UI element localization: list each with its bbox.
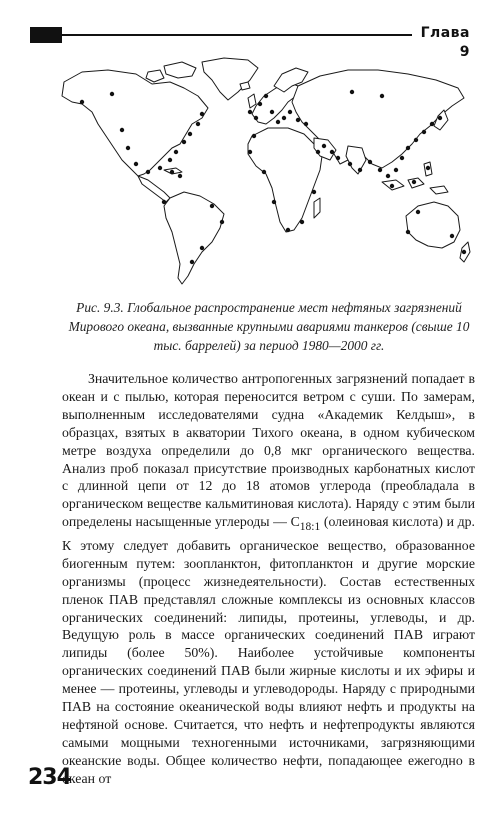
spill-marker [390, 184, 394, 188]
spill-marker [378, 168, 382, 172]
spill-marker [336, 156, 340, 160]
spill-marker [210, 204, 214, 208]
spill-marker [248, 110, 252, 114]
spill-marker [272, 200, 276, 204]
body-paragraph-part-1: Значительное количество антропогенных загрязнений попадает в океан и с пылью, которая переносится ветром с суши. По замерам, выполненным исследователями судна «Академик Келдыш», в образцах, взятых в акватории Тихого океана, в одном кубическом метре воздуха определили до 0,8 мкг органического вещества. Анализ проб показал присутствие производных карбонатных кислот с длинной цепи от 12 до 18 атомов углерода (преобладала в органическом веществе кальмитиновая кислота). Наряду с этим были определены насыщенные углероды — C [62, 371, 475, 530]
central-america-shape [138, 176, 170, 202]
figure-caption: Рис. 9.3. Глобальное распространение мест нефтяных загрязнений Мирового океана, вызванные крупными авариями танкеров (свыше 10 тыс. баррелей) за период 1980—2000 гг. [68, 300, 470, 353]
chapter-label: Глава 9 [420, 25, 470, 60]
formula-subscript: 18:1 [299, 521, 321, 533]
australia-shape [406, 202, 460, 248]
spill-marker [264, 94, 268, 98]
spill-marker [322, 144, 326, 148]
spill-marker [134, 162, 138, 166]
spill-marker [162, 200, 166, 204]
spill-marker [146, 170, 150, 174]
spill-marker [276, 120, 280, 124]
spill-marker [350, 90, 354, 94]
spill-marker [170, 170, 174, 174]
spill-marker [406, 230, 410, 234]
spill-marker [126, 146, 130, 150]
spill-marker [422, 130, 426, 134]
spill-marker [80, 100, 84, 104]
body-paragraph-part-2: (олеиновая кислота) и др. К этому следует добавить органическое вещество, образованное биогенным путем: зоопланктон, фитопланктон и другие морские организмы (процесс жизнедеятельности). Состав естественных пленок ПАВ представлял сложные комплексы из основных классов органических соединений: липиды, протеины, углеводы, и др. Ведущую роль в массе органических соединений ПАВ играют липиды (более 50%). Наиболее устойчивые компоненты органических соединений ПАВ были жирные кислоты и их эфиры и менее — протеины, углеводы и углеводороды. Наряду с природными ПАВ на состояние океанической воды влияют нефть и продукты на нефтяной основе. Считается, что нефть и нефтепродукты являются самыми мощными техногенными источниками, загрязняющими океанские воды. Общее количество нефти, попадающее ежегодно в океан от [62, 514, 475, 786]
page-number: 234 [28, 765, 71, 790]
spill-marker [358, 168, 362, 172]
world-map-figure [52, 52, 472, 290]
spill-marker [416, 210, 420, 214]
spill-marker [252, 134, 256, 138]
spill-marker [296, 118, 300, 122]
spill-marker [200, 246, 204, 250]
spill-marker [368, 160, 372, 164]
spill-marker [258, 102, 262, 106]
spill-marker [400, 156, 404, 160]
spill-marker [394, 168, 398, 172]
spill-marker [178, 174, 182, 178]
spill-marker [158, 166, 162, 170]
spill-marker [270, 110, 274, 114]
world-map-image [52, 52, 472, 290]
spill-marker [220, 220, 224, 224]
spill-marker [262, 170, 266, 174]
madagascar-shape [314, 198, 320, 218]
header-black-block [30, 27, 62, 43]
india-shape [346, 146, 366, 174]
header-rule [62, 34, 412, 36]
body-text [62, 370, 475, 788]
spill-marker [462, 250, 466, 254]
spill-marker [348, 162, 352, 166]
british-isles-shape [248, 94, 256, 108]
spill-marker [190, 260, 194, 264]
spill-marker [254, 116, 258, 120]
spill-marker [316, 150, 320, 154]
spill-marker [406, 146, 410, 150]
spill-marker [414, 138, 418, 142]
spill-marker [168, 158, 172, 162]
africa-shape [248, 128, 322, 232]
south-america-shape [164, 192, 224, 284]
spill-marker [450, 234, 454, 238]
spill-marker [282, 116, 286, 120]
spill-marker [386, 174, 390, 178]
spill-marker [304, 122, 308, 126]
spill-marker [182, 140, 186, 144]
spill-marker [120, 128, 124, 132]
greenland-shape [202, 58, 258, 100]
spill-marker [248, 150, 252, 154]
spill-marker [312, 190, 316, 194]
spill-marker [196, 122, 200, 126]
arctic-islands-shape [164, 62, 196, 78]
spill-marker [380, 94, 384, 98]
spill-marker [330, 150, 334, 154]
spill-marker [430, 122, 434, 126]
spill-marker [286, 228, 290, 232]
spill-marker [110, 92, 114, 96]
spill-marker [174, 150, 178, 154]
north-america-shape [62, 70, 208, 176]
spill-marker [438, 116, 442, 120]
spill-marker [288, 110, 292, 114]
spill-marker [412, 180, 416, 184]
spill-marker [200, 112, 204, 116]
spill-marker [188, 132, 192, 136]
spill-marker [426, 166, 430, 170]
body-paragraph [62, 370, 475, 788]
spill-marker [300, 220, 304, 224]
